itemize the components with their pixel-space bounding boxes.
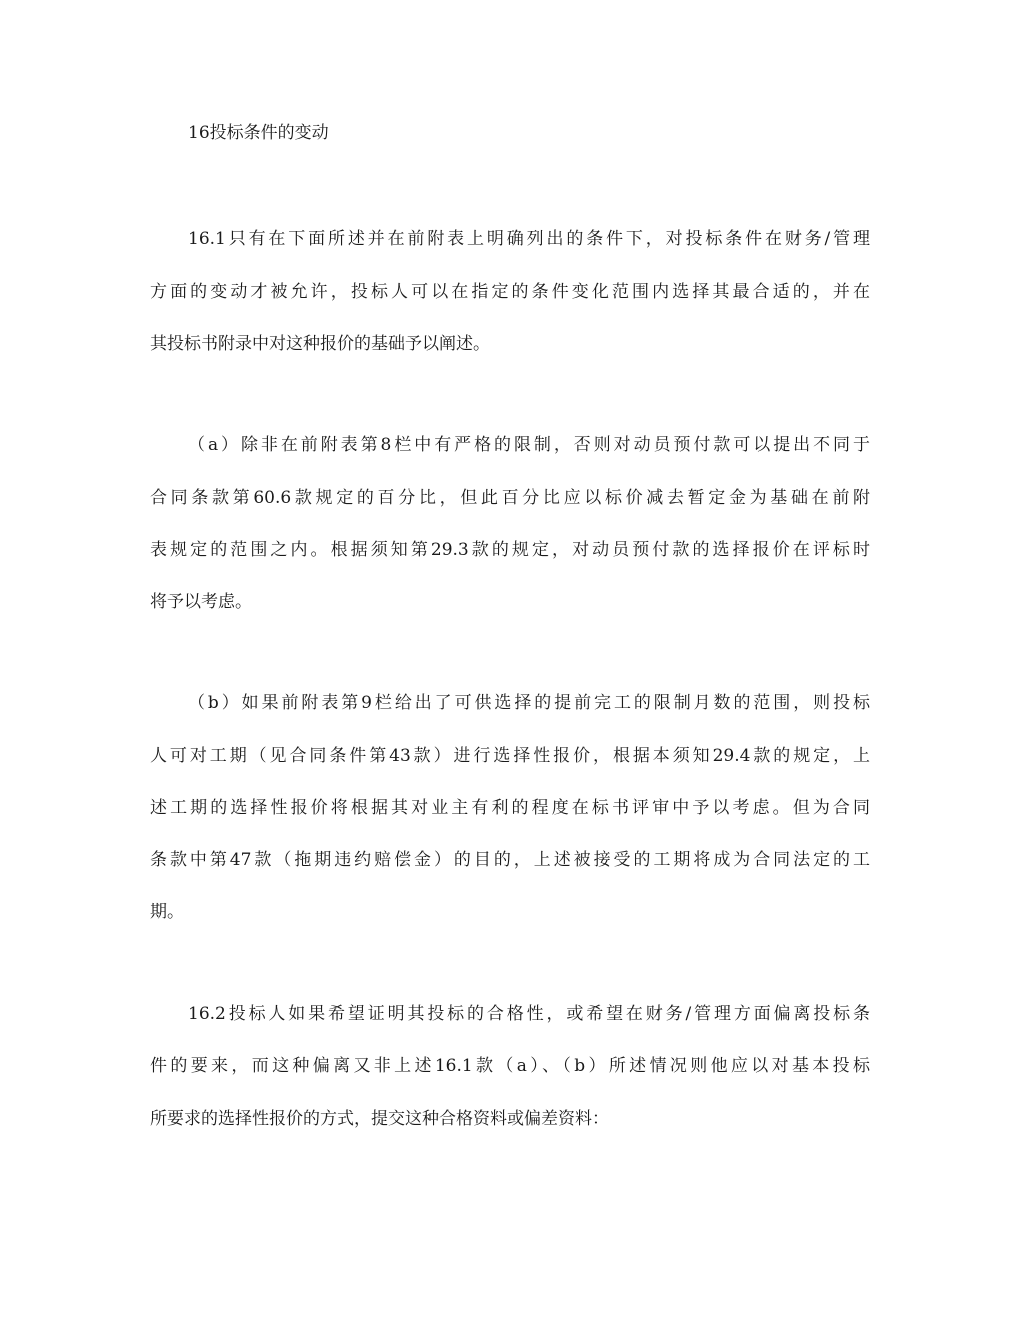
paragraph-line: 16.1只有在下面所述并在前附表上明确列出的条件下，对投标条件在财务/管理 <box>188 229 870 249</box>
paragraph-line: 人可对工期（见合同条件第43款）进行选择性报价，根据本须知29.4款的规定，上 <box>150 746 870 766</box>
section-heading: 16投标条件的变动 <box>188 123 329 143</box>
paragraph-line: （b）如果前附表第9栏给出了可供选择的提前完工的限制月数的范围，则投标 <box>188 693 870 713</box>
paragraph-line: 将予以考虑。 <box>150 592 252 612</box>
paragraph-line: 16.2投标人如果希望证明其投标的合格性，或希望在财务/管理方面偏离投标条 <box>188 1004 870 1024</box>
paragraph-line: 合同条款第60.6款规定的百分比，但此百分比应以标价减去暂定金为基础在前附 <box>150 488 870 508</box>
paragraph-line: 期。 <box>150 902 184 922</box>
paragraph-line: 件的要来，而这种偏离又非上述16.1款（a）、（b）所述情况则他应以对基本投标 <box>150 1056 870 1076</box>
paragraph-line: 其投标书附录中对这种报价的基础予以阐述。 <box>150 334 490 354</box>
paragraph-line: 条款中第47款（拖期违约赔偿金）的目的，上述被接受的工期将成为合同法定的工 <box>150 850 870 870</box>
paragraph-line: （a）除非在前附表第8栏中有严格的限制，否则对动员预付款可以提出不同于 <box>188 435 870 455</box>
paragraph-line: 表规定的范围之内。根据须知第29.3款的规定，对动员预付款的选择报价在评标时 <box>150 540 870 560</box>
paragraph-line: 述工期的选择性报价将根据其对业主有利的程度在标书评审中予以考虑。但为合同 <box>150 798 870 818</box>
paragraph-line: 所要求的选择性报价的方式，提交这种合格资料或偏差资料： <box>150 1109 609 1129</box>
paragraph-line: 方面的变动才被允许，投标人可以在指定的条件变化范围内选择其最合适的，并在 <box>150 282 870 302</box>
